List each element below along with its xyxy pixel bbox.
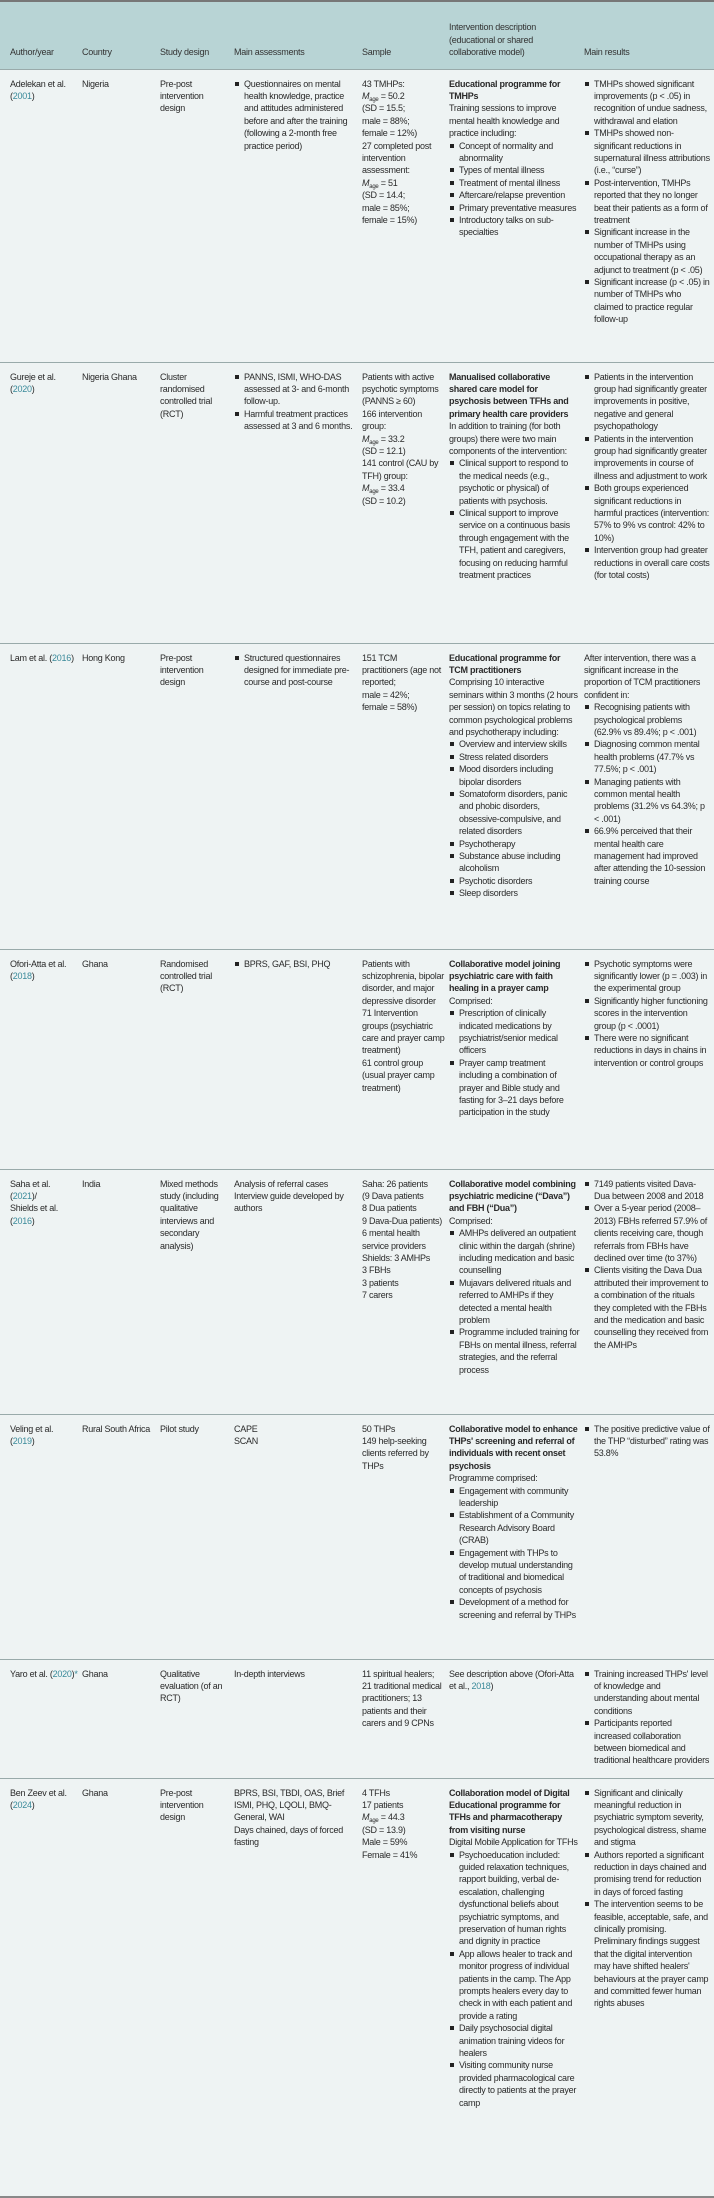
sample-value: 6 mental health service providers — [362, 1228, 426, 1251]
results-list — [584, 1423, 710, 1460]
intervention-intro: In addition to training (for both groups) there were two main components of the intervention: — [449, 421, 567, 456]
intervention-title: Collaborative model to enhance THPs' screening and referral of individuals with recent onset psychosis — [449, 1423, 578, 1471]
intervention-component: Mujavars delivered rituals and referred to AMHPs if they detected a mental health problem — [449, 1277, 580, 1327]
author-year-cell: Yaro et al. (2020)* — [10, 1668, 78, 1679]
sample-value: 8 Dua patients — [362, 1203, 417, 1214]
sample-line — [362, 1227, 445, 1252]
author-name: Adelekan et al. — [10, 78, 66, 89]
author-name: Veling et al. — [10, 1423, 54, 1434]
intervention-component: Stress related disorders — [449, 751, 580, 763]
intervention-component: Sleep disorders — [449, 887, 580, 899]
sample-cell — [362, 1414, 449, 1659]
intervention-component: Clinical support to improve service on a continuous basis through engagement with the TFH, patient and caregivers, focusing on reducing harmful treatment practices — [449, 507, 580, 581]
result-item: Managing patients with common mental health problems (31.2% vs 64.3%; p < .001) — [584, 776, 710, 826]
sample-value: (SD = 15.5; — [362, 103, 406, 114]
country-cell: Rural South Africa — [82, 1423, 151, 1434]
intervention-component: Types of mental illness — [449, 164, 580, 176]
intervention-component: Substance abuse including alcoholism — [449, 850, 580, 875]
mean-age-subscript: age — [369, 489, 379, 496]
study-design-cell: Randomised controlled trial (RCT) — [160, 958, 213, 994]
country-cell: Nigeria Ghana — [82, 371, 137, 382]
result-item: The positive predictive value of the THP “disturbed” rating was 53.8% — [584, 1423, 710, 1460]
citation-year-link[interactable]: 2019 — [12, 1435, 32, 1446]
sample-line — [362, 371, 445, 408]
assessments-cell — [234, 949, 362, 1169]
intervention-cell — [449, 949, 584, 1169]
assessments-list — [234, 652, 358, 689]
sample-value: (9 Dava patients — [362, 1190, 424, 1201]
table-body — [0, 69, 714, 2197]
sample-line — [362, 214, 445, 226]
sample-value: (SD = 12.1) — [362, 445, 406, 456]
assessment-line: Analysis of referral cases — [234, 1178, 329, 1189]
sample-value: 141 control (CAU by TFH) group: — [362, 458, 439, 481]
intervention-component: Visiting community nurse provided pharmacological care directly to patients at the prayer camp — [449, 2059, 580, 2109]
results-list — [584, 701, 710, 887]
assessments-cell — [234, 1169, 362, 1414]
mean-age-symbol: M — [362, 483, 370, 494]
sample-line — [362, 1836, 445, 1848]
sample-line — [362, 1849, 445, 1861]
intervention-components — [449, 1227, 580, 1376]
table-header — [0, 1, 714, 69]
intervention-component: Establishment of a Community Research Advisory Board (CRAB) — [449, 1509, 580, 1546]
intervention-components — [449, 457, 580, 581]
mean-age-symbol: M — [362, 433, 370, 444]
intervention-title: Educational programme for TMHPs — [449, 78, 561, 101]
sample-value: 149 help-seeking clients referred by THPs — [362, 1435, 429, 1471]
intervention-components — [449, 140, 580, 239]
intervention-title: Educational programme for TCM practitioners — [449, 652, 561, 675]
sample-value: Male = 59% — [362, 1837, 408, 1848]
sample-line — [362, 1423, 445, 1435]
result-item: Recognising patients with psychological problems (62.9% vs 89.4%; p < .001) — [584, 701, 710, 738]
sample-line — [362, 127, 445, 139]
intervention-cell — [449, 643, 584, 949]
intervention-component: Introductory talks on sub-specialties — [449, 214, 580, 239]
sample-line — [362, 457, 445, 482]
result-item: 7149 patients visited Dava-Dua between 2008 and 2018 — [584, 1178, 710, 1203]
result-item: Significant increase in the number of TMHPs using occupational therapy as an adjunct to treatment (p < .05) — [584, 226, 710, 276]
sample-value: (SD = 13.9) — [362, 1824, 406, 1835]
study-design-cell: Pilot study — [160, 1423, 199, 1434]
sample-line — [362, 189, 445, 201]
citation-year-link[interactable]: 2016 — [52, 652, 72, 663]
result-item: Training increased THPs' level of knowledge and understanding about mental conditions — [584, 1668, 710, 1718]
sample-cell — [362, 1659, 449, 1778]
sample-line — [362, 958, 445, 1008]
sample-value: male = 42%; — [362, 689, 410, 700]
table-row — [0, 69, 714, 362]
citation-suffix: * — [74, 1668, 78, 1679]
table-row — [0, 643, 714, 949]
country-cell: Nigeria — [82, 78, 109, 89]
study-design-cell: Qualitative evaluation (of an RCT) — [160, 1668, 223, 1704]
citation-year-link[interactable]: 2021 — [12, 1190, 32, 1201]
assessment-item: Questionnaires on mental health knowledge, practice and attitudes administered before and after the training (following a 2-month free practice period) — [234, 78, 358, 152]
results-list — [584, 371, 710, 582]
intervention-intro: Digital Mobile Application for TFHs — [449, 1837, 578, 1848]
author-name: Yaro et al. — [10, 1668, 48, 1679]
intervention-component: Prayer camp treatment including a combination of prayer and Bible study and fasting for 3–21 days before participation in the study — [449, 1057, 580, 1119]
results-list — [584, 958, 710, 1070]
country-cell: Ghana — [82, 1668, 108, 1679]
column-header-main-results: Main results — [584, 47, 630, 58]
column-header-main-assessments: Main assessments — [234, 47, 305, 58]
assessment-item: Harmful treatment practices assessed at 3 and 6 months. — [234, 408, 358, 433]
intervention-intro: Comprised: — [449, 1215, 493, 1226]
sample-line — [362, 1202, 445, 1214]
sample-cell — [362, 362, 449, 643]
results-cell — [584, 1414, 714, 1659]
sample-line — [362, 1799, 445, 1811]
result-item: Psychotic symptoms were significantly lower (p = .003) in the experimental group — [584, 958, 710, 995]
reference-text: See description above (Ofori-Atta et al., — [449, 1668, 574, 1691]
result-item: TMHPs showed significant improvements (p < .05) in recognition of undue sadness, withdrawal and elation — [584, 78, 710, 128]
result-item: Both groups experienced significant reductions in harmful practices (intervention: 57% to 9% vs control: 42% to 10%) — [584, 482, 710, 544]
study-design-cell: Pre-post intervention design — [160, 1787, 204, 1823]
intervention-component: Psychotic disorders — [449, 875, 580, 887]
sample-value: female = 12%) — [362, 128, 418, 139]
intervention-component: Overview and interview skills — [449, 738, 580, 750]
country-cell: Ghana — [82, 958, 108, 969]
intervention-title: Collaborative model combining psychiatric medicine (“Dava”) and FBH (“Dua”) — [449, 1178, 576, 1214]
intervention-intro: Programme comprised: — [449, 1473, 538, 1484]
results-cell — [584, 643, 714, 949]
sample-line — [362, 140, 445, 177]
results-list — [584, 78, 710, 326]
intervention-cell — [449, 1659, 584, 1778]
sample-line — [362, 1668, 445, 1730]
sample-line — [362, 90, 445, 102]
author-name: Lam et al. — [10, 652, 48, 663]
intervention-intro: Comprised: — [449, 995, 493, 1006]
citation-year-link[interactable]: 2024 — [12, 1799, 32, 1810]
author-year-cell: Lam et al. (2016) — [10, 652, 74, 663]
sample-value: Saha: 26 patients — [362, 1178, 428, 1189]
result-item: Authors reported a significant reduction in days chained and promising trend for reduction in days of forced fasting — [584, 1849, 710, 1899]
sample-value: = 51 — [378, 177, 398, 188]
sample-line — [362, 102, 445, 114]
result-item: 66.9% perceived that their mental health care management had improved after attending the 10-session training course — [584, 825, 710, 887]
result-item: Patients in the intervention group had significantly greater improvements in positive, negative and general psychopathology — [584, 371, 710, 433]
assessment-line: Interview guide developed by authors — [234, 1190, 344, 1214]
sample-line — [362, 652, 445, 689]
mean-age-symbol: M — [362, 177, 370, 188]
result-item: Post-intervention, TMHPs reported that they no longer beat their patients as a form of treatment — [584, 177, 710, 227]
intervention-component: Engagement with THPs to develop mutual understanding of traditional and biomedical concepts of psychosis — [449, 1547, 580, 1597]
intervention-cell — [449, 1414, 584, 1659]
result-item: Intervention group had greater reductions in overall care costs (for total costs) — [584, 544, 710, 581]
citation-year-link[interactable]: 2020 — [12, 383, 32, 394]
author-year-cell: Adelekan et al. (2001) — [10, 78, 66, 101]
sample-line — [362, 433, 445, 445]
intervention-title: Collaboration model of Digital Educational programme for TFHs and pharmacotherapy from visiting nurse — [449, 1787, 570, 1835]
sample-line — [362, 1190, 445, 1202]
sample-line — [362, 1057, 445, 1094]
column-header-sample: Sample — [362, 47, 392, 58]
sample-value: Shields: 3 AMHPs — [362, 1252, 431, 1263]
intervention-intro: Comprising 10 interactive seminars within 3 months (2 hours per session) on topics relating to common psychological problems and psychotherapy including: — [449, 677, 578, 737]
sample-line — [362, 1811, 445, 1823]
citation-year-link[interactable]: 2016 — [12, 1215, 32, 1226]
sample-value: (SD = 10.2) — [362, 495, 406, 506]
intervention-component: Psychotherapy — [449, 838, 580, 850]
table-row — [0, 1659, 714, 1778]
mean-age-subscript: age — [369, 183, 379, 190]
sample-value: 27 completed post intervention assessment: — [362, 140, 432, 176]
sample-line — [362, 1178, 445, 1190]
column-header-author-year: Author/year — [10, 47, 54, 58]
intervention-cell — [449, 69, 584, 362]
result-item: Significant increase (p < .05) in number of TMHPs who claimed to practice regular follow-up — [584, 276, 710, 326]
results-cell — [584, 1778, 714, 2197]
sample-value: 4 TFHs — [362, 1787, 390, 1798]
sample-line — [362, 1289, 445, 1301]
intervention-component: Prescription of clinically indicated medications by psychiatrist/senior medical officers — [449, 1007, 580, 1057]
sample-line — [362, 1435, 445, 1472]
sample-line — [362, 445, 445, 457]
country-cell: Hong Kong — [82, 652, 125, 663]
results-list — [584, 1787, 710, 2010]
mean-age-symbol: M — [362, 1812, 370, 1823]
assessment-line: BPRS, BSI, TBDI, OAS, Brief ISMI, PHQ, LQOLI, BMQ-General, WAI — [234, 1787, 345, 1823]
author-year-cell: Ofori-Atta et al. (2018) — [10, 958, 67, 981]
sample-value: female = 58%) — [362, 702, 418, 713]
citation-year-link[interactable]: 2018 — [471, 1680, 491, 1691]
sample-line — [362, 1007, 445, 1057]
sample-line — [362, 495, 445, 507]
sample-value: 7 carers — [362, 1290, 393, 1301]
sample-value: = 33.2 — [378, 433, 405, 444]
citation-year-link[interactable]: 2020 — [52, 1668, 72, 1679]
mean-age-subscript: age — [369, 439, 379, 446]
assessments-cell — [234, 643, 362, 949]
sample-value: 71 Intervention groups (psychiatric care and prayer camp treatment) — [362, 1008, 445, 1056]
result-item: There were no significant reductions in days in chains in intervention or control groups — [584, 1032, 710, 1069]
assessments-cell — [234, 362, 362, 643]
sample-value: (SD = 14.4; — [362, 190, 406, 201]
intervention-component: Treatment of mental illness — [449, 177, 580, 189]
sample-value: = 33.4 — [378, 483, 405, 494]
author-name: Ofori-Atta et al. — [10, 958, 67, 969]
country-cell: Ghana — [82, 1787, 108, 1798]
sample-value: Patients with active psychotic symptoms (PANNS ≥ 60) — [362, 371, 439, 407]
author-name: Ben Zeev et al. — [10, 1787, 67, 1798]
sample-value: = 44.3 — [378, 1812, 405, 1823]
sample-value: 50 THPs — [362, 1423, 396, 1434]
assessments-list — [234, 371, 358, 433]
author-year-cell: Gureje et al. (2020) — [10, 371, 56, 394]
intervention-cell — [449, 362, 584, 643]
table-row — [0, 1414, 714, 1659]
sample-cell — [362, 949, 449, 1169]
sample-line — [362, 1252, 445, 1264]
assessments-cell — [234, 1659, 362, 1778]
mean-age-symbol: M — [362, 90, 370, 101]
intervention-title: Collaborative model joining psychiatric care with faith healing in a prayer camp — [449, 958, 561, 994]
sample-value: male = 88%; — [362, 115, 410, 126]
intervention-component: Psychoeducation included: guided relaxation techniques, rapport building, verbal de-escalation, challenging dysfunctional beliefs about psychiatric symptoms, and preservation of human rights and dignity in practice — [449, 1849, 580, 1948]
intervention-component: Somatoform disorders, panic and phobic disorders, obsessive-compulsive, and related disorders — [449, 788, 580, 838]
sample-value: Female = 41% — [362, 1849, 418, 1860]
intervention-component: Programme included training for FBHs on mental illness, referral strategies, and the referral process — [449, 1326, 580, 1376]
citation-suffix: / — [34, 1190, 37, 1201]
assessments-cell — [234, 1414, 362, 1659]
intervention-intro: Training sessions to improve mental health knowledge and practice including: — [449, 103, 560, 139]
assessment-item: Structured questionnaires designed for immediate pre-course and post-course — [234, 652, 358, 689]
sample-cell — [362, 69, 449, 362]
sample-cell — [362, 643, 449, 949]
sample-value: male = 85%; — [362, 202, 410, 213]
intervention-components — [449, 1849, 580, 2110]
result-item: The intervention seems to be feasible, acceptable, safe, and clinically promising. Preliminary findings suggest that the digital intervention may have shifted healers' behaviours at the prayer camp and committed fewer human rights abuses — [584, 1898, 710, 2010]
result-item: Significantly higher functioning scores in the intervention group (p < .0001) — [584, 995, 710, 1032]
sample-line — [362, 1787, 445, 1799]
assessment-line: CAPE — [234, 1423, 258, 1434]
assessment-line: In-depth interviews — [234, 1668, 305, 1679]
sample-value: 11 spiritual healers; 21 traditional medical practitioners; 13 patients and their carers and 9 CPNs — [362, 1668, 442, 1729]
result-item: Over a 5-year period (2008–2013) FBHs referred 57.9% of clients receiving care, though referrals from FBHs have declined over time (to 37%) — [584, 1202, 710, 1264]
author-year-cell: Saha et al. (2021)/ Shields et al. (2016) — [10, 1178, 59, 1226]
sample-line — [362, 482, 445, 494]
table-row — [0, 1778, 714, 2197]
author-name: Shields et al. — [10, 1203, 59, 1214]
sample-line — [362, 1277, 445, 1289]
intervention-component: Engagement with community leadership — [449, 1485, 580, 1510]
table-row — [0, 362, 714, 643]
results-list — [584, 1178, 710, 1352]
assessment-line: Days chained, days of forced fasting — [234, 1824, 344, 1848]
author-name: Gureje et al. — [10, 371, 56, 382]
column-header-country: Country — [82, 47, 112, 58]
sample-line — [362, 408, 445, 433]
intervention-components — [449, 738, 580, 899]
intervention-component: Clinical support to respond to the medical needs (e.g., psychotic or physical) of patients with psychosis. — [449, 457, 580, 507]
intervention-components — [449, 1485, 580, 1621]
intervention-cell — [449, 1778, 584, 2197]
sample-line — [362, 1824, 445, 1836]
intervention-component: AMHPs delivered an outpatient clinic within the dargah (shrine) including medication and basic counselling — [449, 1227, 580, 1277]
author-year-cell: Veling et al. (2019) — [10, 1423, 54, 1446]
results-cell — [584, 69, 714, 362]
intervention-component: App allows healer to track and monitor progress of individual patients in the camp. The App prompts healers every day to check in with each patient and provide a rating — [449, 1948, 580, 2022]
sample-value: Patients with schizophrenia, bipolar disorder, and major depressive disorder — [362, 958, 445, 1006]
intervention-component: Aftercare/relapse prevention — [449, 189, 580, 201]
table-row — [0, 949, 714, 1169]
author-year-cell: Ben Zeev et al. (2024) — [10, 1787, 67, 1810]
mean-age-subscript: age — [369, 1818, 379, 1825]
assessment-line: SCAN — [234, 1435, 259, 1446]
column-header-intervention-description: Intervention description (educational or shared collaborative model) — [449, 22, 537, 58]
study-design-cell: Pre-post intervention design — [160, 652, 204, 688]
column-header-study-design: Study design — [160, 47, 210, 58]
results-cell — [584, 362, 714, 643]
author-name: Saha et al. — [10, 1178, 51, 1189]
sample-value: 166 intervention group: — [362, 408, 423, 432]
intervention-component: Concept of normality and abnormality — [449, 140, 580, 165]
study-design-cell: Cluster randomised controlled trial (RCT) — [160, 371, 213, 419]
sample-line — [362, 202, 445, 214]
intervention-components — [449, 1007, 580, 1119]
sample-line — [362, 689, 445, 701]
result-item: TMHPs showed non-significant reductions in supernatural illness attributions (i.e., “curse”) — [584, 127, 710, 177]
intervention-component: Mood disorders including bipolar disorders — [449, 763, 580, 788]
assessments-cell — [234, 69, 362, 362]
results-intro: After intervention, there was a significant increase in the proportion of TCM practitioners confident in: — [584, 652, 701, 700]
sample-value: female = 15%) — [362, 214, 418, 225]
assessment-item: PANNS, ISMI, WHO-DAS assessed at 3- and 6-month follow-up. — [234, 371, 358, 408]
result-item: Participants reported increased collaboration between biomedical and traditional healthcare providers — [584, 1717, 710, 1767]
sample-line — [362, 78, 445, 90]
result-item: Diagnosing common mental health problems (47.7% vs 77.5%; p < .001) — [584, 738, 710, 775]
intervention-component: Primary preventative measures — [449, 202, 580, 214]
sample-value: 3 FBHs — [362, 1265, 391, 1276]
mean-age-subscript: age — [369, 96, 379, 103]
sample-value: 3 patients — [362, 1277, 399, 1288]
results-list — [584, 1668, 710, 1767]
country-cell: India — [82, 1178, 101, 1189]
intervention-title: Manualised collaborative shared care model for psychosis between TFHs and primary health care providers — [449, 371, 569, 419]
result-item: Clients visiting the Dava Dua attributed their improvement to a combination of the rituals they completed with the FBHs and the medication and basic counselling they received from the AMHPs — [584, 1264, 710, 1351]
intervention-component: Development of a method for screening and referral by THPs — [449, 1596, 580, 1621]
sample-cell — [362, 1778, 449, 2197]
intervention-component: Daily psychosocial digital animation training videos for healers — [449, 2022, 580, 2059]
sample-cell — [362, 1169, 449, 1414]
intervention-cell — [449, 1169, 584, 1414]
study-design-cell: Mixed methods study (including qualitative interviews and secondary analysis) — [160, 1178, 219, 1251]
citation-year-link[interactable]: 2018 — [12, 970, 32, 981]
sample-line — [362, 177, 445, 189]
sample-value: 61 control group (usual prayer camp treatment) — [362, 1057, 435, 1093]
study-design-cell: Pre-post intervention design — [160, 78, 204, 114]
sample-value: 151 TCM practitioners (age not reported; — [362, 652, 442, 688]
sample-value: 17 patients — [362, 1799, 404, 1810]
sample-value: 43 TMHPs: — [362, 78, 405, 89]
results-cell — [584, 949, 714, 1169]
table-row — [0, 1169, 714, 1414]
result-item: Significant and clinically meaningful reduction in psychiatric symptom severity, psychological distress, shame and stigma — [584, 1787, 710, 1849]
sample-value: 9 Dava-Dua patients) — [362, 1215, 443, 1226]
assessments-cell — [234, 1778, 362, 2197]
reference-text: ) — [490, 1680, 494, 1691]
assessment-item: BPRS, GAF, BSI, PHQ — [234, 958, 358, 970]
sample-line — [362, 1264, 445, 1276]
results-cell — [584, 1169, 714, 1414]
result-item: Patients in the intervention group had significantly greater improvements in course of illness and adjustment to work — [584, 433, 710, 483]
assessments-list — [234, 78, 358, 152]
sample-line — [362, 115, 445, 127]
assessments-list — [234, 958, 358, 970]
sample-value: = 50.2 — [378, 90, 405, 101]
sample-line — [362, 1215, 445, 1227]
sample-line — [362, 701, 445, 713]
citation-year-link[interactable]: 2001 — [12, 90, 32, 101]
results-cell — [584, 1659, 714, 1778]
